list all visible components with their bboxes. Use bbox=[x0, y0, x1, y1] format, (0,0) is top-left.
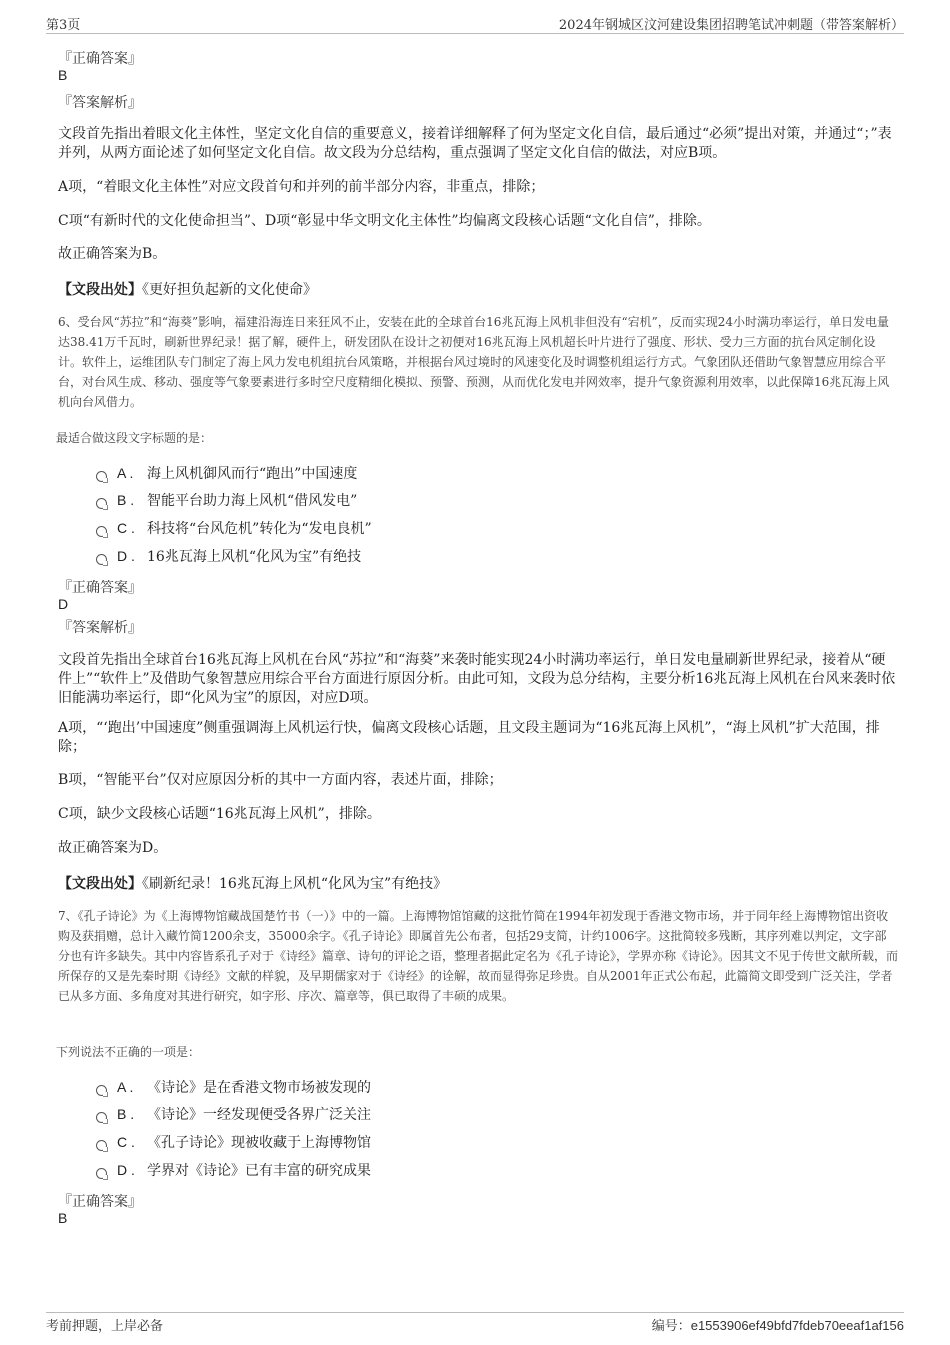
radio-icon[interactable] bbox=[96, 498, 107, 509]
q7-option-a[interactable] bbox=[96, 1077, 371, 1097]
q6-analysis-p5: 故正确答案为D。 bbox=[58, 840, 168, 856]
q5-source bbox=[58, 279, 317, 299]
correct-answer-label: 『正确答案』 bbox=[58, 51, 142, 67]
q6-source-title: 《刷新纪录！16兆瓦海上风机“化风为宝”有绝技》 bbox=[142, 876, 448, 892]
q6-analysis-p1: 文段首先指出全球首台16兆瓦海上风机在台风“苏拉”和“海葵”来袭时能实现24小时满功率运行，单日发电量刷新世界纪录，接着从“硬件上”“软件上”及借助气象智慧应用综合平台方面进行原因分析。由此可知，文段为总分结构，主要分析16兆瓦海上风机在台风来袭时依旧能满功率运行，即“化风为宝”的原因，对应D项。 bbox=[58, 652, 896, 706]
q6-prompt: 最适合做这段文字标题的是： bbox=[56, 431, 213, 445]
analysis-label: 『答案解析』 bbox=[58, 620, 142, 636]
q6-analysis-p4: C项，缺少文段核心话题“16兆瓦海上风机”，排除。 bbox=[58, 806, 381, 822]
document-id: 编号：e1553906ef49bfd7fdeb70eeaf1af156 bbox=[651, 1318, 904, 1333]
option-letter: C . bbox=[117, 1134, 135, 1150]
q7-option-b[interactable] bbox=[96, 1104, 371, 1124]
q7-option-d[interactable] bbox=[96, 1160, 371, 1180]
q6-analysis-p3: B项，“智能平台”仅对应原因分析的其中一方面内容，表述片面，排除； bbox=[58, 772, 503, 788]
q5-analysis-p1: 文段首先指出着眼文化主体性，坚定文化自信的重要意义，接着详细解释了何为坚定文化自信，最后通过“必须”提出对策，并通过“；”表并列，从两方面论述了如何坚定文化自信。故文段为分总结构，重点强调了坚定文化自信的做法，对应B项。 bbox=[58, 126, 892, 161]
option-text: 《诗论》是在香港文物市场被发现的 bbox=[147, 1080, 371, 1096]
q7-option-c[interactable] bbox=[96, 1132, 371, 1152]
radio-icon[interactable] bbox=[96, 1112, 107, 1123]
footer-divider bbox=[46, 1312, 904, 1313]
analysis-label: 『答案解析』 bbox=[58, 95, 142, 111]
radio-icon[interactable] bbox=[96, 471, 107, 482]
q7-answer: B bbox=[58, 1210, 68, 1226]
q6-source-label: 【文段出处】 bbox=[58, 876, 142, 892]
q5-source-title: 《更好担负起新的文化使命》 bbox=[142, 282, 317, 298]
radio-icon[interactable] bbox=[96, 554, 107, 565]
q7-prompt: 下列说法不正确的一项是： bbox=[56, 1045, 201, 1059]
option-text: 《孔子诗论》现被收藏于上海博物馆 bbox=[147, 1135, 371, 1151]
q6-option-b[interactable] bbox=[96, 490, 357, 510]
q5-analysis-p2: A项，“着眼文化主体性”对应文段首句和并列的前半部分内容，非重点，排除； bbox=[58, 179, 545, 195]
q6-question-text: 6、受台风“苏拉”和“海葵”影响，福建沿海连日来狂风不止，安装在此的全球首台16兆瓦海上风机非但没有“宕机”，反而实现24小时满功率运行，单日发电量达38.41万千瓦时，刷新世界纪录！据了解，硬件上，研发团队在设计之初便对16兆瓦海上风机超长叶片进行了强度、形状、受力三方面的抗台风定制化设计。软件上，运维团队专门制定了海上风力发电机组抗台风策略，并根据台风过境时的风速变化及时调整机组运行方式。气象团队还借助气象智慧应用综合平台，对台风生成、移动、强度等气象要素进行多时空尺度精细化模拟、预警、预测，从而优化发电并网效率，提升气象资源利用效率，以此保障16兆瓦海上风机向台风借力。 bbox=[58, 315, 890, 409]
radio-icon[interactable] bbox=[96, 1140, 107, 1151]
option-letter: B . bbox=[117, 1106, 135, 1122]
correct-answer-label: 『正确答案』 bbox=[58, 1194, 142, 1210]
option-text: 科技将“台风危机”转化为“发电良机” bbox=[147, 521, 372, 537]
option-text: 《诗论》一经发现便受各界广泛关注 bbox=[147, 1107, 371, 1123]
option-letter: A . bbox=[117, 465, 134, 481]
footer-slogan: 考前押题，上岸必备 bbox=[46, 1319, 164, 1334]
option-text: 学界对《诗论》已有丰富的研究成果 bbox=[147, 1163, 371, 1179]
q6-option-c[interactable] bbox=[96, 518, 372, 538]
option-letter: D . bbox=[117, 548, 135, 564]
q5-source-label: 【文段出处】 bbox=[58, 282, 142, 298]
q6-option-a[interactable] bbox=[96, 463, 357, 483]
option-letter: B . bbox=[117, 492, 135, 508]
option-letter: A . bbox=[117, 1079, 134, 1095]
option-letter: D . bbox=[117, 1162, 135, 1178]
radio-icon[interactable] bbox=[96, 1085, 107, 1096]
header-divider bbox=[46, 33, 904, 34]
q6-analysis-p2: A项，“‘跑出’中国速度”侧重强调海上风机运行快，偏离文段核心话题，且文段主题词为“16兆瓦海上风机”，“海上风机”扩大范围，排除； bbox=[58, 720, 880, 755]
q6-option-d[interactable] bbox=[96, 546, 361, 566]
q5-analysis-p4: 故正确答案为B。 bbox=[58, 246, 167, 262]
option-letter: C . bbox=[117, 520, 135, 536]
q7-question-text: 7、《孔子诗论》为《上海博物馆藏战国楚竹书（一）》中的一篇。上海博物馆馆藏的这批竹简在1994年初发现于香港文物市场，并于同年经上海博物馆出资收购及获捐赠，总计入藏竹简1200余支，35000余字。《孔子诗论》即属首先公布者，包括29支简，计约1006字。这批简较多残断，其序列难以判定，文字部分也有许多缺失。其中内容皆系孔子对于《诗经》篇章、诗句的评论之语，整理者据此定名为《孔子诗论》，学界亦称《诗论》。因其文不见于传世文献所载，而所保存的又是先秦时期《诗经》文献的样貌，及早期儒家对于《诗经》的诠解，故而显得弥足珍贵。自从2001年正式公布起，此篇简文即受到广泛关注，学者已从多方面、多角度对其进行研究，如字形、序次、篇章等，俱已取得了丰硕的成果。 bbox=[58, 909, 899, 1003]
q6-source bbox=[58, 873, 447, 893]
correct-answer-label: 『正确答案』 bbox=[58, 580, 142, 596]
q5-answer: B bbox=[58, 67, 68, 83]
radio-icon[interactable] bbox=[96, 526, 107, 537]
page-number: 第3页 bbox=[46, 18, 81, 33]
document-title: 2024年钢城区汶河建设集团招聘笔试冲刺题（带答案解析） bbox=[558, 18, 904, 33]
option-text: 海上风机御风而行“跑出”中国速度 bbox=[147, 466, 358, 482]
option-text: 16兆瓦海上风机“化风为宝”有绝技 bbox=[147, 549, 362, 565]
q6-answer: D bbox=[58, 596, 69, 612]
radio-icon[interactable] bbox=[96, 1168, 107, 1179]
option-text: 智能平台助力海上风机“借风发电” bbox=[147, 493, 358, 509]
q5-analysis-p3: C项“有新时代的文化使命担当”、D项“彰显中华文明文化主体性”均偏离文段核心话题“文化自信”，排除。 bbox=[58, 213, 711, 229]
